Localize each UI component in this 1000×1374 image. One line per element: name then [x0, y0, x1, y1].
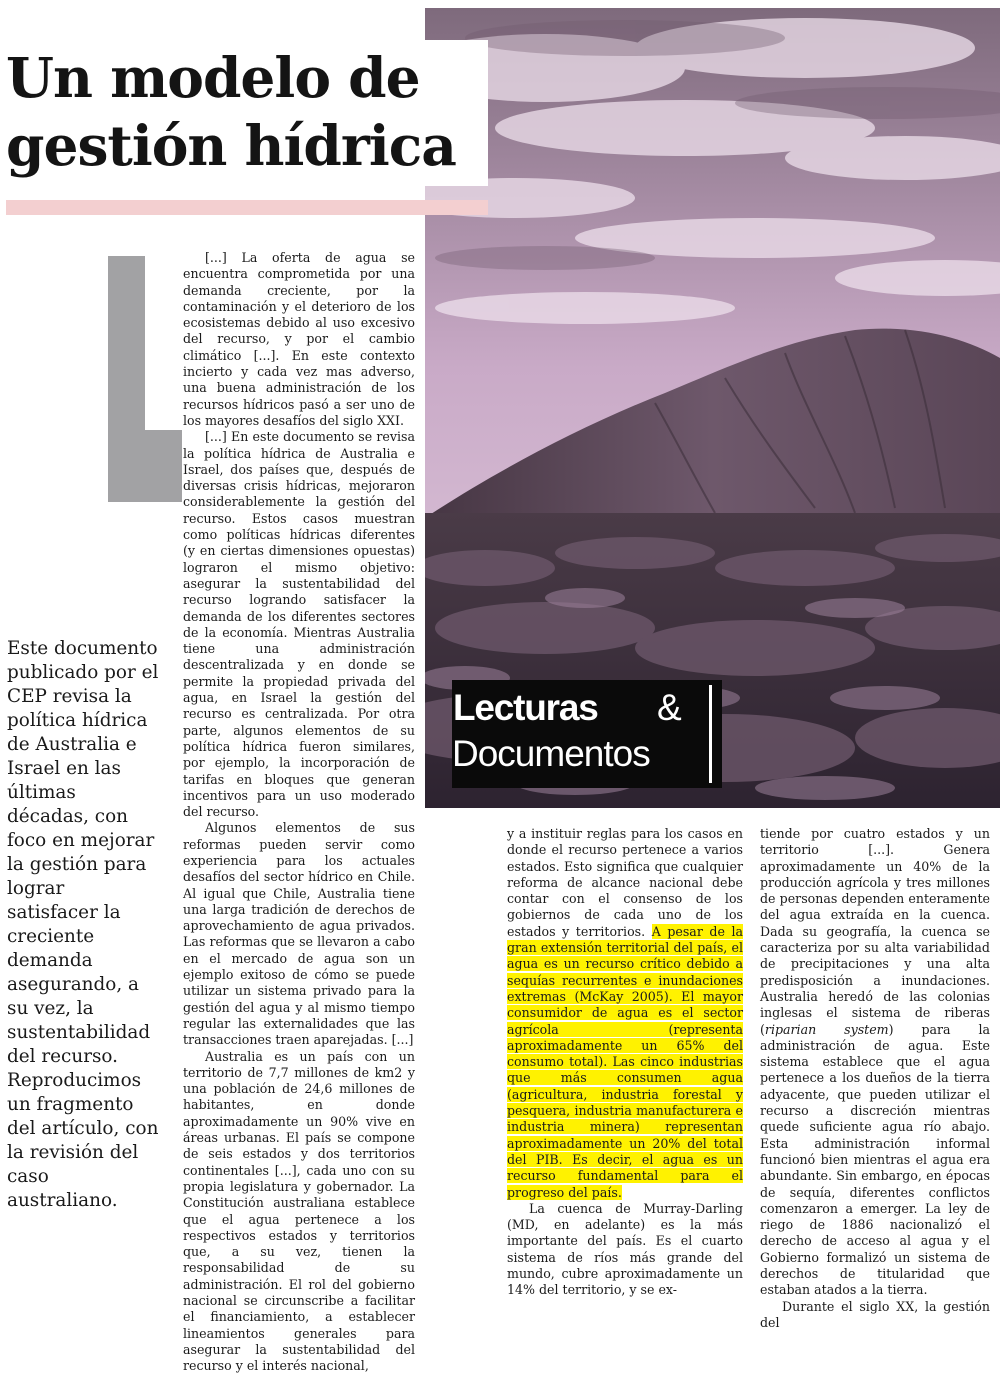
article-title-line-1: Un modelo de: [6, 45, 420, 110]
paragraph: Australia es un país con un territorio de 7,7 millones de km2 y una población de 24,6 millones de habitantes, en donde aproximadamente un 90% vive en áreas urbanas. El país se compone de seis estados y dos territorios continentales [...], cada uno con su propia legislatura y gobernador. La Constitución australiana establece que el agua pertenece a los respectivos estados y territorios que, a su vez, tienen la responsabilidad de su administración. El rol del gobierno nacional se circunscribe a facilitar el financiamiento, a establecer lineamientos generales para asegurar la sustentabilidad del recurso y el interés nacional,: [183, 1048, 415, 1374]
article-title: [6, 44, 456, 180]
paragraph: Algunos elementos de sus reformas pueden servir como experiencia para los actuales desafíos del sector hídrico en Chile. Al igual que Chile, Australia tiene una larga tradición de derechos de aprovechamiento de agua privados. Las reformas que se llevaron a cabo en el mercado de agua son un ejemplo exitoso de cómo se puede utilizar un sistema privado para la gestión del agua y al mismo tiempo regular las externalidades que las transacciones traen aparejadas. [...]: [183, 820, 415, 1048]
italic-term: riparian system: [764, 1021, 889, 1037]
title-underline: [6, 200, 488, 215]
article-title-line-2: gestión hídrica: [6, 113, 456, 178]
paragraph-text: tiende por cuatro estados y un territorio [...]. Genera aproximadamente un 40% de la producción agrícola y tres millones de personas dependen enteramente del agua extraída en la cuenca. Dada su geografía, la cuenca se caracteriza por su alta variabilidad de precipitaciones y una alta predisposición a inundaciones. Australia heredó de las colonias inglesas el sistema de riberas (: [760, 826, 990, 1037]
body-column-1: [183, 250, 415, 1374]
body-column-3: [760, 826, 990, 1331]
article-intro: Este documento publicado por el CEP revisa la política hídrica de Australia e Israel en las últimas décadas, con foco en mejorar la gestión para lograr satisfacer la creciente demanda asegurando, a su vez, la sustentabilidad del recurso. Reproducimos un fragmento del artículo, con la revisión del caso australiano.: [7, 638, 159, 1211]
paragraph: [...] En este documento se revisa la política hídrica de Australia e Israel, dos países que, después de diversas crisis hídricas, mejoraron considerablemente la gestión del recurso. Estos casos muestran como políticas hídricas diferentes (y en ciertas dimensiones opuestas) lograron el mismo objetivo: asegurar la sustentabilidad del recurso logrando satisfacer la demanda de los diferentes sectores de la economía. Mientras Australia tiene una administración descentralizada y en donde se permite la propiedad privada del agua, en Israel la gestión del recurso es centralizada. Por otra parte, algunos elementos de su política hídrica fueron similares, por ejemplo, la incorporación de tarifas en bloques que generan incentivos para un uso moderado del recurso.: [183, 429, 415, 820]
paragraph: [...] La oferta de agua se encuentra comprometida por una demanda creciente, por la contaminación y el deterioro de los ecosistemas debido al uso excesivo del recurso, y por el cambio climático [...]. En este contexto incierto y cada vez mas adverso, una buena administración de los recursos hídricos pasó a ser uno de los mayores desafíos del siglo XXI.: [183, 250, 415, 428]
paragraph: Durante el siglo XX, la gestión del: [760, 1298, 990, 1330]
paragraph: La cuenca de Murray-Darling (MD, en adelante) es la más importante del país. Es el cuarto sistema de ríos más grande del mundo, cubre aproximadamente un 14% del territorio, y se ex-: [507, 1200, 743, 1298]
section-badge-bar: [709, 685, 712, 783]
drop-cap-cutout: [145, 256, 182, 430]
section-badge-line-1: Lecturas: [453, 687, 598, 728]
section-badge-line-2: Documentos: [452, 733, 650, 774]
paragraph-text: ) para la administración de agua. Este sistema establece que el agua pertenece a los dueños de la tierra adyacente, que pueden utilizar el recurso a discreción mientras quede suficiente agua río abajo. Esta administración informal funcionó bien mientras el agua era abundante. Sin embargo, en épocas de sequía, diferentes conflictos comenzaron a emerger. La ley de riego de 1886 nacionalizó el derecho de acceso al agua y el Gobierno formalizó un sistema de derechos de titularidad que estaban atados a la tierra.: [760, 1021, 990, 1298]
section-badge-ampersand: &: [657, 687, 682, 728]
paragraph-text: y a instituir reglas para los casos en donde el recurso pertenece a varios estados. Esto significa que cualquier reforma de alcance nacional debe contar con el consenso de los gobiernos de cada uno de los estados y territorios.: [507, 826, 743, 939]
body-column-2: [507, 826, 743, 1299]
paragraph: [760, 826, 990, 1299]
paragraph: [507, 826, 743, 1201]
highlighted-text: A pesar de la gran extensión territorial del país, el agua es un recurso crítico debido a sequías recurrentes e inundaciones extremas (McKay 2005). El mayor consumidor de agua es el sector agrícola (representa aproximadamente un 65% del consumo total). Las cinco industrias que más consumen agua (agricultura, industria forestal y pesquera, industria manufacturera e industria minera) representan aproximadamente un 20% del total del PIB. Es decir, el agua es un recurso fundamental para el progreso del país.: [507, 923, 743, 1200]
